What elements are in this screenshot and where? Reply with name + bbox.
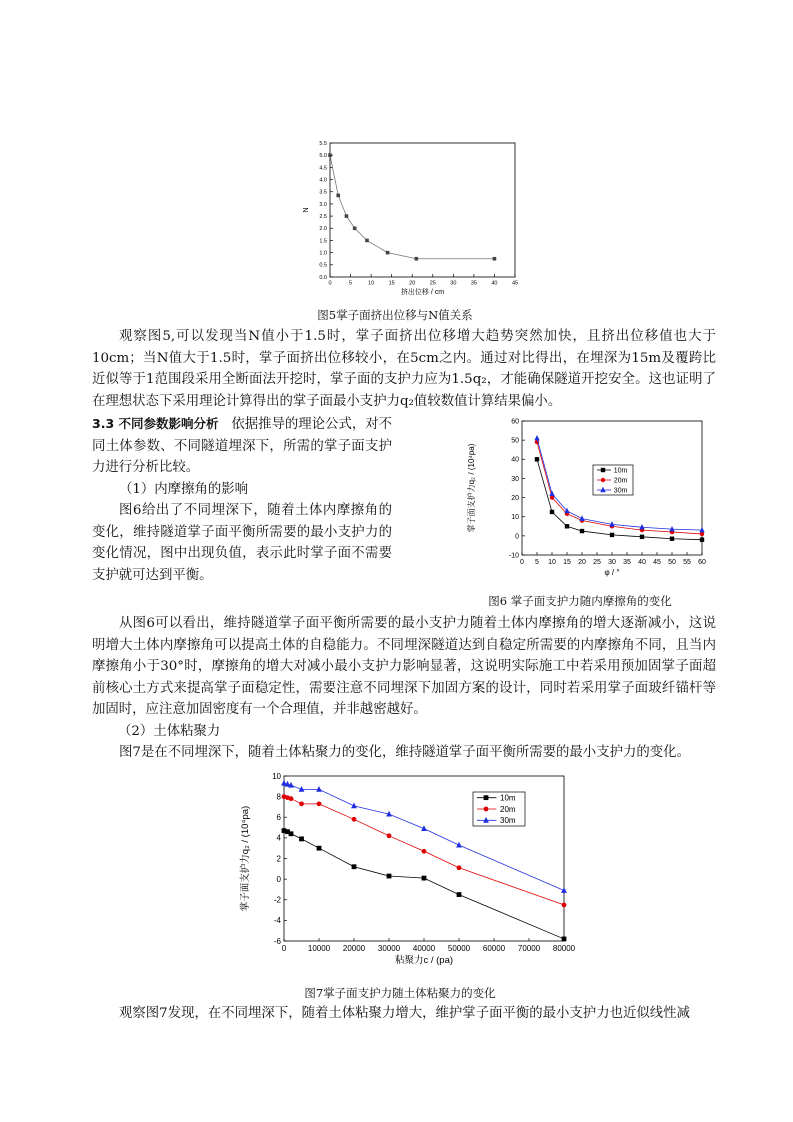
data-point <box>422 849 427 854</box>
x-axis-label: φ / ° <box>604 568 620 577</box>
data-point <box>299 801 304 806</box>
x-tick-label: 30 <box>608 559 616 566</box>
x-axis-label: 粘聚力c / (pa) <box>394 955 454 966</box>
legend-label: 30m <box>500 816 516 826</box>
x-tick-label: 15 <box>388 280 395 287</box>
y-tick-label: 0.5 <box>319 262 327 269</box>
legend-label: 20m <box>613 477 628 485</box>
legend-marker <box>484 795 489 800</box>
data-point <box>289 796 294 801</box>
legend-label: 30m <box>613 487 628 495</box>
y-tick-label: 6 <box>276 813 281 823</box>
y-tick-label: 4.5 <box>319 165 327 172</box>
legend-label: 20m <box>500 804 516 814</box>
data-point <box>457 865 462 870</box>
data-point <box>562 903 567 908</box>
y-tick-label: 0 <box>276 874 281 884</box>
data-point <box>289 831 294 836</box>
fig7-caption: 图7掌子面支护力随土体粘聚力的变化 <box>304 986 496 1000</box>
data-point <box>493 257 497 261</box>
data-point <box>415 257 419 261</box>
data-point <box>700 537 704 541</box>
data-point <box>352 817 357 822</box>
y-tick-label: 30 <box>511 475 519 483</box>
y-tick-label: 40 <box>511 456 519 464</box>
y-tick-label: 3.5 <box>319 189 327 196</box>
y-tick-label: 50 <box>511 437 519 445</box>
series-line-10m <box>284 831 564 939</box>
y-tick-label: 2.5 <box>319 214 327 221</box>
data-point <box>336 194 340 198</box>
x-tick-label: 10 <box>368 280 375 287</box>
y-tick-label: 2.0 <box>319 226 327 233</box>
x-tick-label: 30000 <box>377 944 401 953</box>
x-tick-label: 70000 <box>517 944 541 953</box>
data-point <box>550 510 554 514</box>
data-point <box>352 864 357 869</box>
legend-label: 10m <box>613 467 628 475</box>
y-tick-label: 8 <box>276 792 281 802</box>
x-axis-label: 挤出位移 / cm <box>400 289 445 296</box>
data-point <box>579 515 584 520</box>
y-tick-label: 3.0 <box>319 201 327 208</box>
data-point <box>365 239 369 243</box>
y-tick-label: 0 <box>515 533 519 541</box>
data-point <box>299 837 304 842</box>
data-point <box>535 457 539 461</box>
data-point <box>351 803 357 809</box>
data-point <box>387 874 392 879</box>
x-tick-label: 40 <box>491 280 498 287</box>
data-point <box>640 535 644 539</box>
x-tick-label: 35 <box>623 559 631 566</box>
y-axis-label: 掌子面支护力q₂ / (10⁴pa) <box>467 443 476 533</box>
series-line-main <box>330 155 494 259</box>
legend-marker <box>484 807 489 812</box>
data-point <box>387 833 392 838</box>
y-tick-label: 10 <box>511 514 519 522</box>
data-point <box>699 527 704 532</box>
x-tick-label: 20 <box>409 280 416 287</box>
paragraph-fig7-analysis: 观察图7发现，在不同埋深下，随着土体粘聚力增大，维护掌子面平衡的最小支护力也近似线性减 <box>119 1006 690 1021</box>
x-tick-label: 45 <box>511 280 519 287</box>
data-point <box>565 524 569 528</box>
y-axis-label: 掌子面支护力q₂ / (10⁴pa) <box>240 805 251 912</box>
fig6-caption: 图6 掌子面支护力随内摩擦角的变化 <box>488 594 672 608</box>
fig5-chart <box>300 135 530 300</box>
x-tick-label: 0 <box>281 944 287 953</box>
x-tick-label: 30 <box>450 280 457 287</box>
section-3-3-block <box>92 413 392 586</box>
y-tick-label: 5.0 <box>319 153 327 160</box>
data-point <box>580 529 584 533</box>
y-tick-label: 2 <box>276 854 281 864</box>
data-point <box>317 846 322 851</box>
x-tick-label: 25 <box>429 280 436 287</box>
x-tick-label: 0 <box>520 559 524 566</box>
x-tick-label: 50 <box>668 559 676 566</box>
y-tick-label: 1.5 <box>319 238 327 245</box>
subsection-2-title: （2）土体粘聚力 <box>118 724 221 739</box>
x-tick-label: 80000 <box>552 944 576 953</box>
data-point <box>700 532 704 536</box>
paragraph-fig5-analysis: 观察图5,可以发现当N值小于1.5时，掌子面挤出位移增大趋势突然加快，且挤出位移值也大于10cm；当N值大于1.5时，掌子面挤出位移较小，在5cm之内。通过对比得出，在埋深为15m及覆跨比近似等于1范围段采用全断面法开挖时，掌子面的支护力应为1.5q₂，才能确保隧道开挖安全。这也证明了在理想状态下采用理论计算得出的掌子面最小支护力q₂值较数值计算结果偏小。 <box>92 329 716 409</box>
data-point <box>610 533 614 537</box>
fig7-chart <box>230 768 590 980</box>
legend-label: 10m <box>500 793 516 803</box>
y-tick-label: 5.5 <box>319 140 327 147</box>
y-tick-label: -10 <box>508 552 519 560</box>
x-tick-label: 10000 <box>307 944 331 953</box>
section-3-3-text: 依据推导的理论公式，对不同土体参数、不同隧道埋深下，所需的掌子面支护力进行分析比较。 <box>92 417 393 475</box>
data-point <box>457 892 462 897</box>
plot-frame <box>330 143 515 277</box>
data-point <box>422 876 427 881</box>
x-tick-label: 60000 <box>482 944 506 953</box>
x-tick-label: 15 <box>563 559 571 566</box>
x-tick-label: 20000 <box>342 944 366 953</box>
x-tick-label: 50000 <box>447 944 471 953</box>
x-tick-label: 40 <box>638 559 646 566</box>
x-tick-label: 20 <box>578 559 586 566</box>
subsection-2-text: 图7是在不同埋深下，随着土体粘聚力的变化，维持隧道掌子面平衡所需要的最小支护力的变化。 <box>119 745 690 760</box>
x-tick-label: 10 <box>548 559 556 566</box>
data-point <box>328 153 332 157</box>
fig5-caption: 图5掌子面挤出位移与N值关系 <box>317 308 473 322</box>
y-tick-label: 1.0 <box>319 250 327 257</box>
x-tick-label: 45 <box>653 559 661 566</box>
x-tick-label: 25 <box>593 559 601 566</box>
section-3-3-title: 3.3 不同参数影响分析 <box>92 416 219 431</box>
data-point <box>670 537 674 541</box>
data-point <box>353 226 357 230</box>
data-point <box>316 786 322 792</box>
x-tick-label: 0 <box>328 280 332 287</box>
x-tick-label: 35 <box>470 280 477 287</box>
y-tick-label: 10 <box>272 771 281 781</box>
x-tick-label: 60 <box>698 559 706 566</box>
fig6-chart <box>460 413 710 588</box>
data-point <box>456 842 462 848</box>
y-tick-label: 60 <box>511 418 519 426</box>
y-tick-label: -2 <box>273 895 281 905</box>
legend-marker <box>601 478 605 482</box>
data-point <box>386 251 390 255</box>
paragraph-fig6-analysis: 从图6可以看出，维持隧道掌子面平衡所需要的最小支护力随着土体内摩擦角的增大逐渐减小，这说明增大土体内摩擦角可以提高土体的自稳能力。不同埋深隧道达到自稳定所需要的内摩擦角不同，且当内摩擦角小于30°时，摩擦角的增大对减小最小支护力影响显著，这说明实际施工中若采用预加固掌子面超前核心土方式来提高掌子面稳定性，需要注意不同埋深下加固方案的设计，同时若采用掌子面玻纤锚杆等加固时，应注意加固密度有一个合理值，并非越密越好。 <box>92 616 716 717</box>
y-tick-label: -4 <box>273 916 281 926</box>
x-tick-label: 55 <box>683 559 691 566</box>
subsection-1-title: （1）内摩擦角的影响 <box>119 481 249 497</box>
data-point <box>534 435 539 440</box>
y-tick-label: 4 <box>276 833 281 843</box>
data-point <box>317 801 322 806</box>
data-point <box>345 214 349 218</box>
x-tick-label: 40000 <box>412 944 436 953</box>
y-tick-label: -6 <box>273 936 281 946</box>
y-axis-label: N <box>303 207 310 213</box>
x-tick-label: 5 <box>349 280 353 287</box>
data-point <box>562 937 567 942</box>
x-tick-label: 5 <box>535 559 539 566</box>
y-tick-label: 0.0 <box>319 274 327 281</box>
y-tick-label: 20 <box>511 495 519 503</box>
y-tick-label: 4.0 <box>319 177 327 184</box>
subsection-1-text: 图6给出了不同埋深下，随着土体内摩擦角的变化，维持隧道掌子面平衡所需要的最小支护力的变化情况，图中出现负值，表示此时掌子面不需要支护就可达到平衡。 <box>92 503 392 583</box>
legend-marker <box>601 468 605 472</box>
